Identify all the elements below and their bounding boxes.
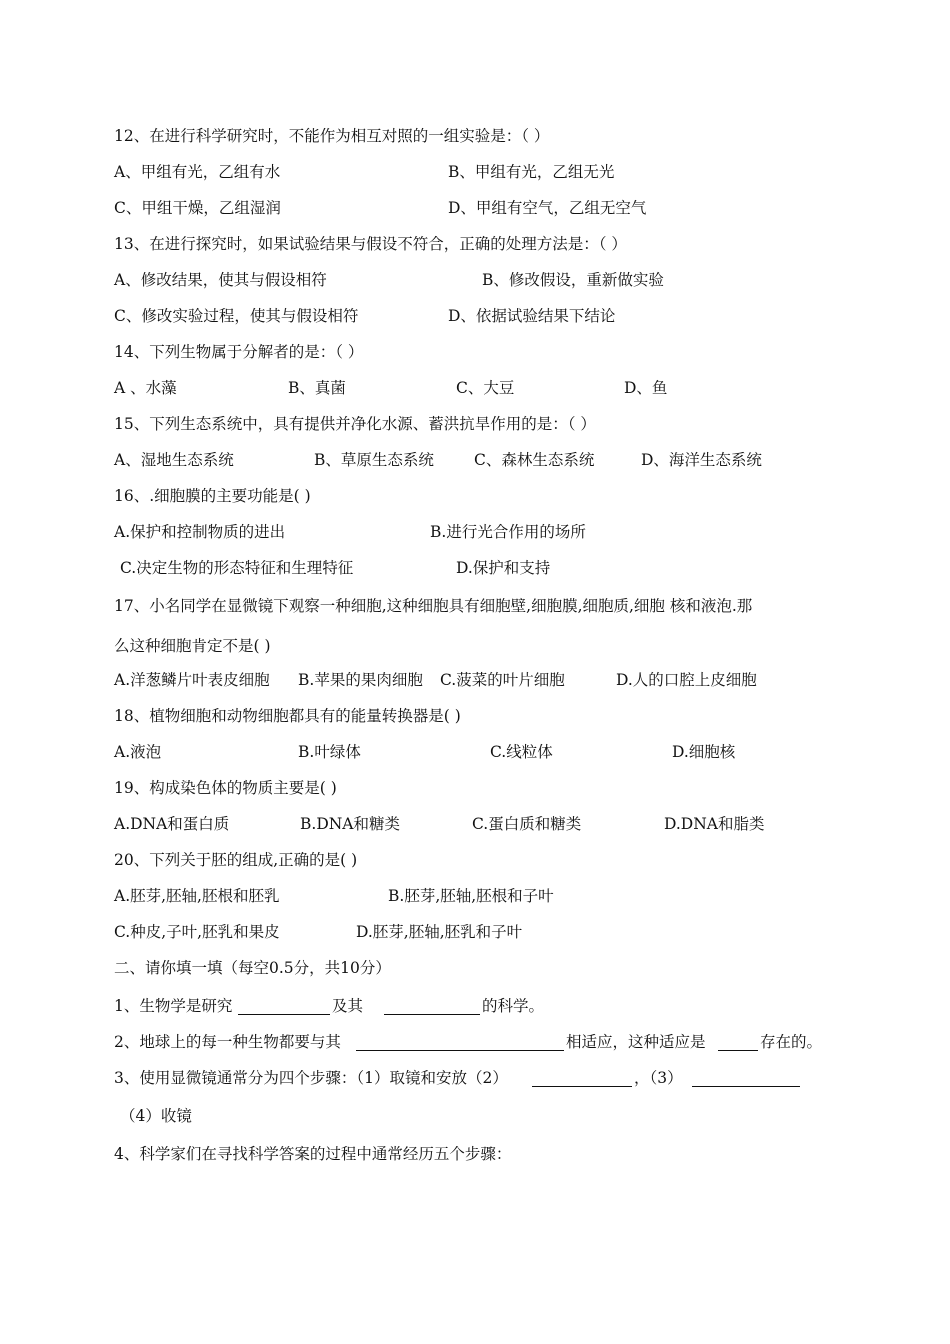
- fill-1-blank-1[interactable]: [238, 994, 330, 1015]
- q20-option-c: C.种皮,子叶,胚乳和果皮: [114, 923, 280, 941]
- q18-option-c: C.线粒体: [490, 743, 553, 761]
- fill-2-text-a: 2、地球上的每一种生物都要与其: [114, 1033, 341, 1051]
- q16-option-d: D.保护和支持: [456, 559, 551, 577]
- question-16-stem: 16、.细胞膜的主要功能是( ): [114, 487, 311, 505]
- section-2-heading: [0, 956, 950, 980]
- q17-option-d: D.人的口腔上皮细胞: [616, 671, 757, 689]
- fill-2-blank-2[interactable]: [718, 1030, 758, 1051]
- question-20-options-row1: [0, 884, 950, 908]
- question-14-options: [0, 376, 950, 400]
- q18-option-d: D.细胞核: [672, 743, 736, 761]
- question-17: [0, 594, 950, 618]
- q13-option-a: A、修改结果，使其与假设相符: [114, 271, 327, 289]
- q12-option-b: B、甲组有光，乙组无光: [448, 163, 615, 181]
- fill-2-text-b: 相适应，这种适应是: [566, 1033, 706, 1051]
- question-19-options: [0, 812, 950, 836]
- question-20: [0, 848, 950, 872]
- fill-3-text-b: ，（3）: [634, 1069, 683, 1087]
- question-12-options-row2: [0, 196, 950, 220]
- q14-option-a: A 、水藻: [114, 379, 177, 397]
- q16-option-b: B.进行光合作用的场所: [430, 523, 586, 541]
- q12-option-a: A、甲组有光，乙组有水: [114, 163, 281, 181]
- question-17-options: [0, 668, 950, 692]
- question-14: [0, 340, 950, 364]
- q19-option-b: B.DNA和糖类: [300, 815, 401, 833]
- q13-option-b: B、修改假设，重新做实验: [482, 271, 664, 289]
- fill-1-text-b: 及其: [332, 997, 364, 1015]
- question-18-options: [0, 740, 950, 764]
- question-16: [0, 484, 950, 508]
- q17-option-c: C.菠菜的叶片细胞: [440, 671, 565, 689]
- question-19: [0, 776, 950, 800]
- fill-4-text: 4、科学家们在寻找科学答案的过程中通常经历五个步骤：: [114, 1145, 512, 1163]
- question-15-options: [0, 448, 950, 472]
- q18-option-b: B.叶绿体: [298, 743, 361, 761]
- fill-1-text-a: 1、生物学是研究: [114, 997, 233, 1015]
- q14-option-c: C、大豆: [456, 379, 515, 397]
- question-13-options-row1: [0, 268, 950, 292]
- fill-question-3-continued: [0, 1104, 950, 1128]
- q15-option-a: A、湿地生态系统: [114, 451, 234, 469]
- q19-option-a: A.DNA和蛋白质: [114, 815, 230, 833]
- question-15-stem: 15、下列生态系统中，具有提供并净化水源、蓄洪抗旱作用的是：（ ）: [114, 415, 596, 433]
- fill-3-text-a: 3、使用显微镜通常分为四个步骤：（1）取镜和安放（2）: [114, 1069, 508, 1087]
- question-12: [0, 124, 950, 148]
- q17-option-a: A.洋葱鳞片叶表皮细胞: [114, 671, 270, 689]
- question-14-stem: 14、下列生物属于分解者的是：（ ）: [114, 343, 364, 361]
- fill-1-text-c: 的科学。: [482, 997, 545, 1015]
- question-19-stem: 19、构成染色体的物质主要是( ): [114, 779, 337, 797]
- q14-option-d: D、鱼: [624, 379, 668, 397]
- question-18: [0, 704, 950, 728]
- q17-option-b: B.苹果的果肉细胞: [298, 671, 423, 689]
- q13-option-d: D、依据试验结果下结论: [448, 307, 616, 325]
- q16-option-a: A.保护和控制物质的进出: [114, 523, 286, 541]
- q18-option-a: A.液泡: [114, 743, 162, 761]
- q13-option-c: C、修改实验过程，使其与假设相符: [114, 307, 359, 325]
- fill-2-text-c: 存在的。: [760, 1033, 823, 1051]
- fill-3-step-4: （4）收镜: [120, 1107, 192, 1125]
- q14-option-b: B、真菌: [288, 379, 346, 397]
- fill-3-blank-2[interactable]: [692, 1066, 800, 1087]
- question-16-options-row1: [0, 520, 950, 544]
- question-13: [0, 232, 950, 256]
- question-20-options-row2: [0, 920, 950, 944]
- question-12-options-row1: [0, 160, 950, 184]
- question-18-stem: 18、植物细胞和动物细胞都具有的能量转换器是( ): [114, 707, 461, 725]
- question-13-options-row2: [0, 304, 950, 328]
- q15-option-b: B、草原生态系统: [314, 451, 434, 469]
- q19-option-d: D.DNA和脂类: [664, 815, 765, 833]
- q16-option-c: C.决定生物的形态特征和生理特征: [120, 559, 354, 577]
- question-17-stem: 17、小名同学在显微镜下观察一种细胞,这种细胞具有细胞壁,细胞膜,细胞质,细胞 核和液泡.那: [114, 597, 753, 615]
- question-12-stem: 12、在进行科学研究时，不能作为相互对照的一组实验是：（ ）: [114, 127, 550, 145]
- section-2-title: 二、请你填一填（每空0.5分，共10分）: [114, 959, 391, 977]
- q15-option-d: D、海洋生态系统: [641, 451, 762, 469]
- fill-question-1: [0, 994, 950, 1018]
- q20-option-a: A.胚芽,胚轴,胚根和胚乳: [114, 887, 280, 905]
- q15-option-c: C、森林生态系统: [474, 451, 595, 469]
- fill-question-2: [0, 1030, 950, 1054]
- q20-option-b: B.胚芽,胚轴,胚根和子叶: [388, 887, 554, 905]
- question-20-stem: 20、下列关于胚的组成,正确的是( ): [114, 851, 358, 869]
- question-16-options-row2: [0, 556, 950, 580]
- q19-option-c: C.蛋白质和糖类: [472, 815, 582, 833]
- fill-3-blank-1[interactable]: [532, 1066, 632, 1087]
- question-17-stem-continued: [0, 634, 950, 658]
- fill-question-3: [0, 1066, 950, 1090]
- q12-option-c: C、甲组干燥，乙组湿润: [114, 199, 281, 217]
- q20-option-d: D.胚芽,胚轴,胚乳和子叶: [356, 923, 523, 941]
- question-17-stem-line2: 么这种细胞肯定不是( ): [114, 637, 271, 655]
- fill-2-blank-1[interactable]: [356, 1030, 564, 1051]
- question-15: [0, 412, 950, 436]
- fill-question-4: [0, 1142, 950, 1166]
- fill-1-blank-2[interactable]: [384, 994, 480, 1015]
- q12-option-d: D、甲组有空气，乙组无空气: [448, 199, 647, 217]
- question-13-stem: 13、在进行探究时，如果试验结果与假设不符合，正确的处理方法是：（ ）: [114, 235, 627, 253]
